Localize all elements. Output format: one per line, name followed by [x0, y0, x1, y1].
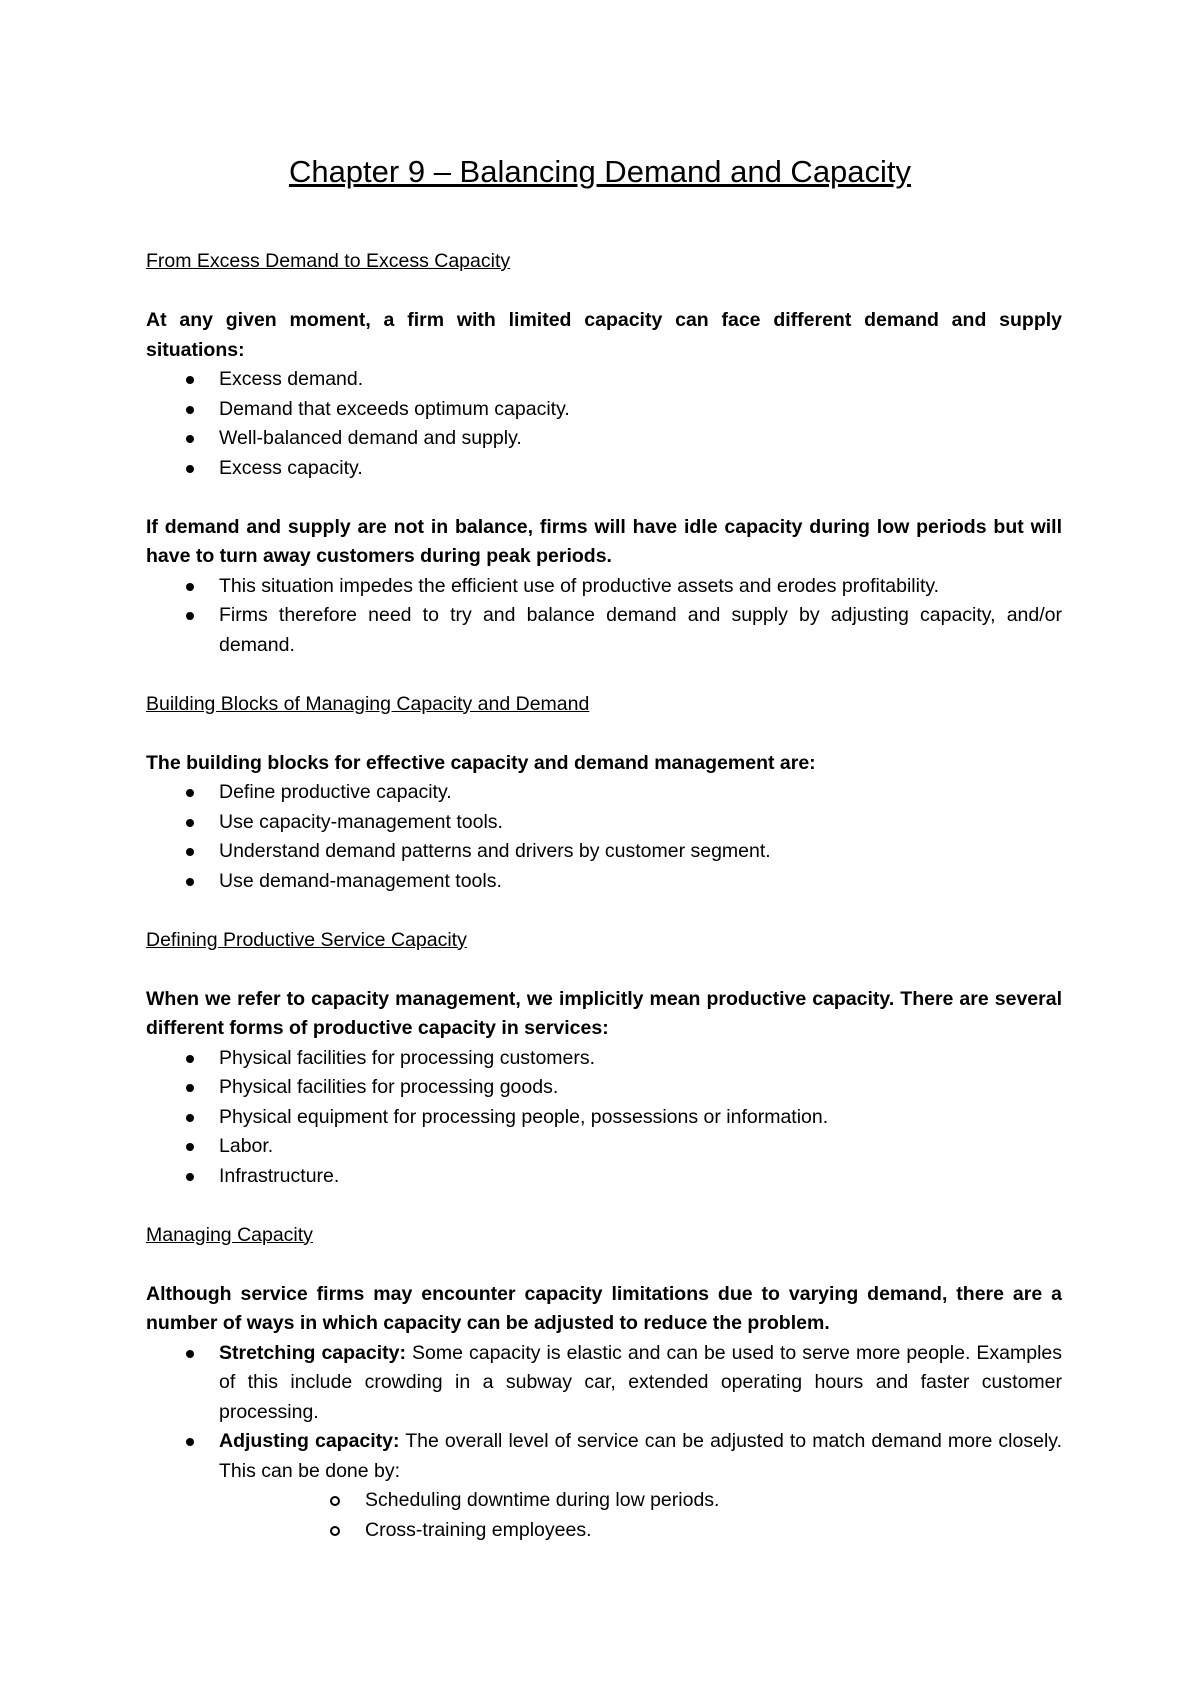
section-heading: Defining Productive Service Capacity: [146, 928, 467, 951]
list-item: Excess demand.: [146, 365, 1062, 395]
bullet-icon: [186, 465, 194, 473]
list-item: Physical facilities for processing customers.: [146, 1044, 1062, 1074]
section-building-blocks: [146, 690, 1062, 897]
bullet-list: [146, 365, 1062, 483]
list-item: This situation impedes the efficient use of productive assets and erodes profitability.: [146, 572, 1062, 602]
bullet-icon: [186, 848, 194, 856]
bullet-list: [146, 572, 1062, 661]
bullet-icon: [186, 878, 194, 886]
bullet-icon: [186, 819, 194, 827]
list-item: Physical facilities for processing goods.: [146, 1073, 1062, 1103]
section-intro: The building blocks for effective capacity and demand management are:: [146, 751, 816, 774]
bullet-icon: [186, 376, 194, 384]
list-item: Labor.: [146, 1132, 1062, 1162]
bullet-icon: [186, 1438, 194, 1446]
document-body: [146, 247, 1062, 1545]
circle-bullet-icon: [330, 1526, 340, 1536]
list-item: Firms therefore need to try and balance demand and supply by adjusting capacity, and/or demand.: [146, 601, 1062, 660]
term-label: Adjusting capacity:: [219, 1430, 400, 1452]
page-title: Chapter 9 – Balancing Demand and Capacity: [288, 154, 912, 189]
bullet-icon: [186, 435, 194, 443]
bullet-icon: [186, 1173, 194, 1181]
section-defining-capacity: [146, 926, 1062, 1192]
list-item: Adjusting capacity: The overall level of service can be adjusted to match demand more closely. This can be done by: Scheduling downtime during low periods. Cross-training employees.: [146, 1427, 1062, 1545]
bullet-icon: [186, 1114, 194, 1122]
bullet-list: [146, 1044, 1062, 1192]
list-item: Excess capacity.: [146, 454, 1062, 484]
list-item: Use capacity-management tools.: [146, 808, 1062, 838]
section-heading: From Excess Demand to Excess Capacity: [146, 250, 511, 272]
list-item: Demand that exceeds optimum capacity.: [146, 395, 1062, 425]
term-label: Stretching capacity:: [219, 1341, 406, 1364]
section-intro: At any given moment, a firm with limited capacity can face different demand and supply situations:: [146, 309, 1062, 361]
bullet-icon: [186, 1055, 194, 1063]
bullet-icon: [186, 789, 194, 797]
bullet-icon: [186, 612, 194, 620]
bullet-icon: [186, 1084, 194, 1092]
list-item: Use demand-management tools.: [146, 867, 1062, 897]
bullet-list: [146, 778, 1062, 896]
list-item: Understand demand patterns and drivers by customer segment.: [146, 837, 1062, 867]
bullet-list: [146, 1339, 1062, 1546]
section-managing-capacity: [146, 1221, 1062, 1546]
sub-list-item: Cross-training employees.: [219, 1516, 1062, 1546]
sub-list-item: Scheduling downtime during low periods.: [219, 1486, 1062, 1516]
circle-bullet-icon: [330, 1496, 340, 1506]
section-intro: When we refer to capacity management, we implicitly mean productive capacity. There are several different forms of productive capacity in services:: [146, 987, 1062, 1039]
list-item: Physical equipment for processing people, possessions or information.: [146, 1103, 1062, 1133]
list-item: Stretching capacity: Some capacity is elastic and can be used to serve more people. Examples of this include crowding in a subway car, extended operating hours and faster customer processing.: [146, 1339, 1062, 1428]
sub-bullet-list: [219, 1486, 1062, 1545]
section-intro: Although service firms may encounter capacity limitations due to varying demand, there are a number of ways in which capacity can be adjusted to reduce the problem.: [146, 1282, 1062, 1334]
bullet-icon: [186, 1350, 194, 1358]
bullet-icon: [186, 583, 194, 591]
section-heading: Building Blocks of Managing Capacity and Demand: [146, 692, 590, 715]
section-paragraph: If demand and supply are not in balance, firms will have idle capacity during low periods but will have to turn away customers during peak periods.: [146, 515, 1062, 567]
section-heading: Managing Capacity: [146, 1223, 313, 1246]
list-item: Define productive capacity.: [146, 778, 1062, 808]
bullet-icon: [186, 1143, 194, 1151]
list-item: Well-balanced demand and supply.: [146, 424, 1062, 454]
list-item: Infrastructure.: [146, 1162, 1062, 1192]
section-excess: [146, 247, 1062, 660]
bullet-icon: [186, 406, 194, 414]
